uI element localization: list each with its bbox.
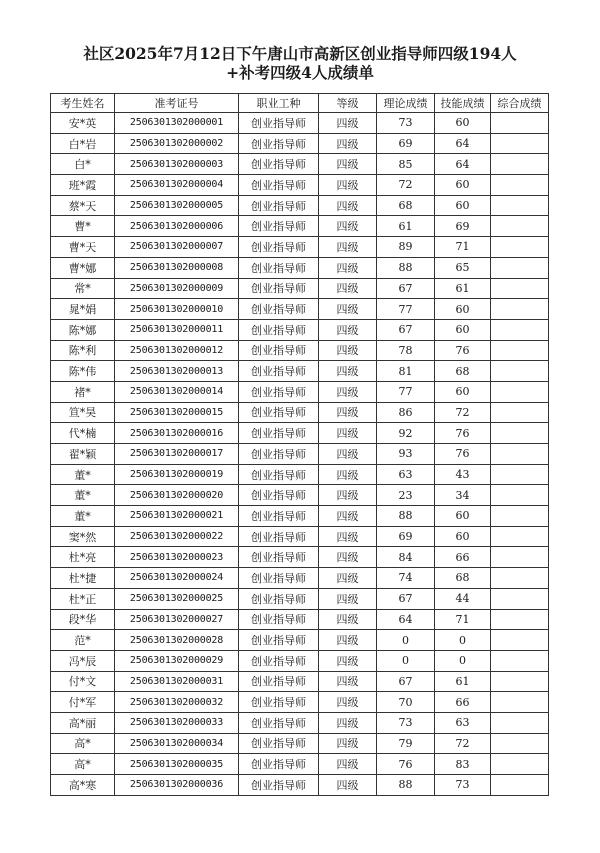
cell-name: 董* xyxy=(51,506,115,527)
cell-ticket-no: 2506301302000034 xyxy=(115,733,239,754)
cell-level: 四级 xyxy=(319,547,377,568)
cell-theory-score: 74 xyxy=(377,568,435,589)
cell-overall-score xyxy=(491,568,549,589)
cell-name: 范* xyxy=(51,630,115,651)
score-table xyxy=(50,93,549,796)
cell-name: 陈*伟 xyxy=(51,361,115,382)
cell-ticket-no: 2506301302000008 xyxy=(115,257,239,278)
cell-name: 高* xyxy=(51,754,115,775)
cell-skill-score: 71 xyxy=(435,237,491,258)
cell-name: 董* xyxy=(51,464,115,485)
cell-skill-score: 68 xyxy=(435,361,491,382)
cell-ticket-no: 2506301302000013 xyxy=(115,361,239,382)
cell-level: 四级 xyxy=(319,195,377,216)
cell-occupation: 创业指导师 xyxy=(239,712,319,733)
cell-level: 四级 xyxy=(319,712,377,733)
table-row xyxy=(51,402,549,423)
cell-name: 杜*亮 xyxy=(51,547,115,568)
cell-overall-score xyxy=(491,650,549,671)
cell-name: 付*军 xyxy=(51,692,115,713)
cell-level: 四级 xyxy=(319,650,377,671)
table-row xyxy=(51,609,549,630)
cell-overall-score xyxy=(491,340,549,361)
cell-theory-score: 88 xyxy=(377,506,435,527)
cell-ticket-no: 2506301302000035 xyxy=(115,754,239,775)
cell-theory-score: 0 xyxy=(377,630,435,651)
cell-theory-score: 67 xyxy=(377,278,435,299)
cell-level: 四级 xyxy=(319,733,377,754)
cell-theory-score: 67 xyxy=(377,588,435,609)
cell-overall-score xyxy=(491,485,549,506)
cell-ticket-no: 2506301302000014 xyxy=(115,381,239,402)
cell-theory-score: 92 xyxy=(377,423,435,444)
cell-skill-score: 60 xyxy=(435,526,491,547)
table-row xyxy=(51,464,549,485)
cell-theory-score: 69 xyxy=(377,526,435,547)
cell-level: 四级 xyxy=(319,568,377,589)
cell-name: 班*霞 xyxy=(51,175,115,196)
cell-level: 四级 xyxy=(319,754,377,775)
cell-name: 褚* xyxy=(51,381,115,402)
table-row xyxy=(51,754,549,775)
cell-level: 四级 xyxy=(319,506,377,527)
cell-theory-score: 76 xyxy=(377,754,435,775)
cell-theory-score: 68 xyxy=(377,195,435,216)
header-skill-score: 技能成绩 xyxy=(435,94,491,113)
header-ticket-no: 准考证号 xyxy=(115,94,239,113)
cell-occupation: 创业指导师 xyxy=(239,340,319,361)
table-row xyxy=(51,257,549,278)
cell-occupation: 创业指导师 xyxy=(239,775,319,796)
cell-level: 四级 xyxy=(319,133,377,154)
cell-overall-score xyxy=(491,609,549,630)
cell-ticket-no: 2506301302000011 xyxy=(115,319,239,340)
cell-ticket-no: 2506301302000012 xyxy=(115,340,239,361)
cell-level: 四级 xyxy=(319,361,377,382)
cell-ticket-no: 2506301302000027 xyxy=(115,609,239,630)
table-row xyxy=(51,692,549,713)
cell-skill-score: 66 xyxy=(435,547,491,568)
cell-ticket-no: 2506301302000025 xyxy=(115,588,239,609)
cell-level: 四级 xyxy=(319,319,377,340)
cell-ticket-no: 2506301302000001 xyxy=(115,113,239,134)
header-overall-score: 综合成绩 xyxy=(491,94,549,113)
cell-overall-score xyxy=(491,671,549,692)
table-row xyxy=(51,775,549,796)
cell-name: 曹*天 xyxy=(51,237,115,258)
cell-ticket-no: 2506301302000031 xyxy=(115,671,239,692)
cell-overall-score xyxy=(491,216,549,237)
table-row xyxy=(51,547,549,568)
cell-overall-score xyxy=(491,237,549,258)
cell-overall-score xyxy=(491,278,549,299)
cell-name: 董* xyxy=(51,485,115,506)
table-row xyxy=(51,568,549,589)
cell-skill-score: 60 xyxy=(435,506,491,527)
cell-theory-score: 88 xyxy=(377,775,435,796)
cell-skill-score: 60 xyxy=(435,319,491,340)
cell-overall-score xyxy=(491,464,549,485)
table-row xyxy=(51,650,549,671)
cell-occupation: 创业指导师 xyxy=(239,464,319,485)
cell-level: 四级 xyxy=(319,671,377,692)
table-row xyxy=(51,237,549,258)
cell-name: 杜*捷 xyxy=(51,568,115,589)
table-row xyxy=(51,154,549,175)
cell-overall-score xyxy=(491,381,549,402)
cell-ticket-no: 2506301302000009 xyxy=(115,278,239,299)
cell-level: 四级 xyxy=(319,423,377,444)
cell-name: 翟*颖 xyxy=(51,444,115,465)
cell-name: 高* xyxy=(51,733,115,754)
table-row xyxy=(51,733,549,754)
cell-theory-score: 70 xyxy=(377,692,435,713)
cell-ticket-no: 2506301302000007 xyxy=(115,237,239,258)
cell-occupation: 创业指导师 xyxy=(239,154,319,175)
cell-theory-score: 67 xyxy=(377,671,435,692)
cell-name: 曹*娜 xyxy=(51,257,115,278)
cell-name: 付*文 xyxy=(51,671,115,692)
cell-ticket-no: 2506301302000024 xyxy=(115,568,239,589)
cell-overall-score xyxy=(491,712,549,733)
cell-overall-score xyxy=(491,692,549,713)
cell-occupation: 创业指导师 xyxy=(239,361,319,382)
header-level: 等级 xyxy=(319,94,377,113)
cell-skill-score: 72 xyxy=(435,402,491,423)
cell-occupation: 创业指导师 xyxy=(239,650,319,671)
cell-occupation: 创业指导师 xyxy=(239,195,319,216)
cell-occupation: 创业指导师 xyxy=(239,671,319,692)
cell-occupation: 创业指导师 xyxy=(239,278,319,299)
cell-level: 四级 xyxy=(319,340,377,361)
cell-theory-score: 73 xyxy=(377,113,435,134)
cell-theory-score: 72 xyxy=(377,175,435,196)
cell-occupation: 创业指导师 xyxy=(239,423,319,444)
cell-skill-score: 44 xyxy=(435,588,491,609)
cell-skill-score: 72 xyxy=(435,733,491,754)
cell-theory-score: 85 xyxy=(377,154,435,175)
cell-level: 四级 xyxy=(319,402,377,423)
cell-occupation: 创业指导师 xyxy=(239,299,319,320)
cell-level: 四级 xyxy=(319,154,377,175)
cell-skill-score: 83 xyxy=(435,754,491,775)
cell-ticket-no: 2506301302000005 xyxy=(115,195,239,216)
cell-overall-score xyxy=(491,133,549,154)
cell-occupation: 创业指导师 xyxy=(239,133,319,154)
cell-overall-score xyxy=(491,257,549,278)
cell-ticket-no: 2506301302000003 xyxy=(115,154,239,175)
table-row xyxy=(51,278,549,299)
cell-overall-score xyxy=(491,154,549,175)
cell-name: 笪*昊 xyxy=(51,402,115,423)
header-occupation: 职业工种 xyxy=(239,94,319,113)
table-row xyxy=(51,588,549,609)
cell-theory-score: 73 xyxy=(377,712,435,733)
cell-ticket-no: 2506301302000019 xyxy=(115,464,239,485)
cell-skill-score: 60 xyxy=(435,175,491,196)
cell-occupation: 创业指导师 xyxy=(239,568,319,589)
cell-ticket-no: 2506301302000029 xyxy=(115,650,239,671)
document-title xyxy=(0,44,600,82)
cell-level: 四级 xyxy=(319,464,377,485)
cell-overall-score xyxy=(491,733,549,754)
table-row xyxy=(51,423,549,444)
cell-skill-score: 61 xyxy=(435,278,491,299)
cell-skill-score: 76 xyxy=(435,444,491,465)
table-row xyxy=(51,671,549,692)
cell-ticket-no: 2506301302000023 xyxy=(115,547,239,568)
cell-theory-score: 89 xyxy=(377,237,435,258)
cell-level: 四级 xyxy=(319,485,377,506)
cell-name: 陈*利 xyxy=(51,340,115,361)
cell-occupation: 创业指导师 xyxy=(239,754,319,775)
cell-level: 四级 xyxy=(319,175,377,196)
cell-occupation: 创业指导师 xyxy=(239,547,319,568)
cell-ticket-no: 2506301302000036 xyxy=(115,775,239,796)
cell-overall-score xyxy=(491,775,549,796)
cell-level: 四级 xyxy=(319,299,377,320)
cell-occupation: 创业指导师 xyxy=(239,216,319,237)
cell-occupation: 创业指导师 xyxy=(239,485,319,506)
cell-skill-score: 60 xyxy=(435,195,491,216)
cell-level: 四级 xyxy=(319,609,377,630)
cell-name: 白* xyxy=(51,154,115,175)
cell-name: 高*丽 xyxy=(51,712,115,733)
cell-name: 陈*娜 xyxy=(51,319,115,340)
cell-name: 蔡*天 xyxy=(51,195,115,216)
cell-ticket-no: 2506301302000017 xyxy=(115,444,239,465)
cell-ticket-no: 2506301302000033 xyxy=(115,712,239,733)
cell-name: 高*寒 xyxy=(51,775,115,796)
cell-overall-score xyxy=(491,547,549,568)
cell-occupation: 创业指导师 xyxy=(239,257,319,278)
cell-occupation: 创业指导师 xyxy=(239,588,319,609)
cell-overall-score xyxy=(491,175,549,196)
cell-theory-score: 88 xyxy=(377,257,435,278)
cell-skill-score: 69 xyxy=(435,216,491,237)
cell-name: 窦*然 xyxy=(51,526,115,547)
cell-ticket-no: 2506301302000021 xyxy=(115,506,239,527)
cell-theory-score: 64 xyxy=(377,609,435,630)
cell-occupation: 创业指导师 xyxy=(239,319,319,340)
cell-name: 曹* xyxy=(51,216,115,237)
table-body xyxy=(51,113,549,796)
cell-theory-score: 63 xyxy=(377,464,435,485)
cell-skill-score: 34 xyxy=(435,485,491,506)
cell-skill-score: 0 xyxy=(435,630,491,651)
cell-level: 四级 xyxy=(319,216,377,237)
table-row xyxy=(51,299,549,320)
cell-level: 四级 xyxy=(319,444,377,465)
cell-ticket-no: 2506301302000020 xyxy=(115,485,239,506)
table-row xyxy=(51,319,549,340)
cell-level: 四级 xyxy=(319,278,377,299)
table-row xyxy=(51,444,549,465)
cell-overall-score xyxy=(491,423,549,444)
cell-level: 四级 xyxy=(319,588,377,609)
cell-skill-score: 61 xyxy=(435,671,491,692)
cell-skill-score: 73 xyxy=(435,775,491,796)
cell-occupation: 创业指导师 xyxy=(239,444,319,465)
cell-theory-score: 81 xyxy=(377,361,435,382)
cell-overall-score xyxy=(491,361,549,382)
cell-theory-score: 61 xyxy=(377,216,435,237)
cell-skill-score: 64 xyxy=(435,154,491,175)
cell-overall-score xyxy=(491,319,549,340)
title-line-2: +补考四级4人成绩单 xyxy=(226,63,374,82)
cell-theory-score: 86 xyxy=(377,402,435,423)
cell-ticket-no: 2506301302000002 xyxy=(115,133,239,154)
table-row xyxy=(51,361,549,382)
table-row xyxy=(51,195,549,216)
table-row xyxy=(51,216,549,237)
cell-skill-score: 71 xyxy=(435,609,491,630)
cell-level: 四级 xyxy=(319,775,377,796)
cell-occupation: 创业指导师 xyxy=(239,175,319,196)
cell-occupation: 创业指导师 xyxy=(239,609,319,630)
cell-skill-score: 60 xyxy=(435,381,491,402)
table-row xyxy=(51,526,549,547)
cell-occupation: 创业指导师 xyxy=(239,381,319,402)
cell-skill-score: 0 xyxy=(435,650,491,671)
table-row xyxy=(51,113,549,134)
table-header-row xyxy=(51,94,549,113)
cell-occupation: 创业指导师 xyxy=(239,113,319,134)
cell-overall-score xyxy=(491,588,549,609)
cell-name: 安*英 xyxy=(51,113,115,134)
cell-occupation: 创业指导师 xyxy=(239,692,319,713)
table-row xyxy=(51,381,549,402)
cell-skill-score: 60 xyxy=(435,299,491,320)
cell-occupation: 创业指导师 xyxy=(239,526,319,547)
cell-ticket-no: 2506301302000022 xyxy=(115,526,239,547)
cell-skill-score: 43 xyxy=(435,464,491,485)
cell-skill-score: 63 xyxy=(435,712,491,733)
cell-ticket-no: 2506301302000032 xyxy=(115,692,239,713)
cell-level: 四级 xyxy=(319,692,377,713)
header-name: 考生姓名 xyxy=(51,94,115,113)
cell-overall-score xyxy=(491,506,549,527)
cell-overall-score xyxy=(491,195,549,216)
cell-theory-score: 67 xyxy=(377,319,435,340)
title-line-1: 社区2025年7月12日下午唐山市高新区创业指导师四级194人 xyxy=(83,44,517,63)
cell-name: 白*岩 xyxy=(51,133,115,154)
cell-overall-score xyxy=(491,402,549,423)
cell-level: 四级 xyxy=(319,237,377,258)
cell-overall-score xyxy=(491,754,549,775)
cell-theory-score: 0 xyxy=(377,650,435,671)
cell-name: 冯*辰 xyxy=(51,650,115,671)
cell-name: 段*华 xyxy=(51,609,115,630)
cell-skill-score: 64 xyxy=(435,133,491,154)
cell-theory-score: 77 xyxy=(377,381,435,402)
cell-theory-score: 79 xyxy=(377,733,435,754)
cell-ticket-no: 2506301302000016 xyxy=(115,423,239,444)
cell-occupation: 创业指导师 xyxy=(239,630,319,651)
cell-level: 四级 xyxy=(319,526,377,547)
cell-ticket-no: 2506301302000006 xyxy=(115,216,239,237)
cell-skill-score: 68 xyxy=(435,568,491,589)
table-row xyxy=(51,712,549,733)
table-row xyxy=(51,133,549,154)
cell-theory-score: 93 xyxy=(377,444,435,465)
cell-theory-score: 23 xyxy=(377,485,435,506)
cell-overall-score xyxy=(491,630,549,651)
cell-name: 代*楠 xyxy=(51,423,115,444)
cell-ticket-no: 2506301302000028 xyxy=(115,630,239,651)
cell-name: 常* xyxy=(51,278,115,299)
cell-overall-score xyxy=(491,299,549,320)
cell-level: 四级 xyxy=(319,381,377,402)
cell-name: 晁*娟 xyxy=(51,299,115,320)
cell-overall-score xyxy=(491,526,549,547)
cell-occupation: 创业指导师 xyxy=(239,506,319,527)
cell-ticket-no: 2506301302000015 xyxy=(115,402,239,423)
cell-ticket-no: 2506301302000004 xyxy=(115,175,239,196)
cell-overall-score xyxy=(491,113,549,134)
cell-theory-score: 77 xyxy=(377,299,435,320)
cell-ticket-no: 2506301302000010 xyxy=(115,299,239,320)
cell-level: 四级 xyxy=(319,257,377,278)
table-row xyxy=(51,175,549,196)
cell-name: 杜*正 xyxy=(51,588,115,609)
cell-theory-score: 84 xyxy=(377,547,435,568)
cell-level: 四级 xyxy=(319,630,377,651)
cell-occupation: 创业指导师 xyxy=(239,237,319,258)
cell-skill-score: 66 xyxy=(435,692,491,713)
cell-occupation: 创业指导师 xyxy=(239,733,319,754)
header-theory-score: 理论成绩 xyxy=(377,94,435,113)
cell-skill-score: 60 xyxy=(435,113,491,134)
table-row xyxy=(51,506,549,527)
cell-level: 四级 xyxy=(319,113,377,134)
cell-overall-score xyxy=(491,444,549,465)
cell-skill-score: 65 xyxy=(435,257,491,278)
table-row xyxy=(51,485,549,506)
table-row xyxy=(51,630,549,651)
table-row xyxy=(51,340,549,361)
cell-theory-score: 69 xyxy=(377,133,435,154)
cell-skill-score: 76 xyxy=(435,423,491,444)
cell-theory-score: 78 xyxy=(377,340,435,361)
cell-occupation: 创业指导师 xyxy=(239,402,319,423)
cell-skill-score: 76 xyxy=(435,340,491,361)
